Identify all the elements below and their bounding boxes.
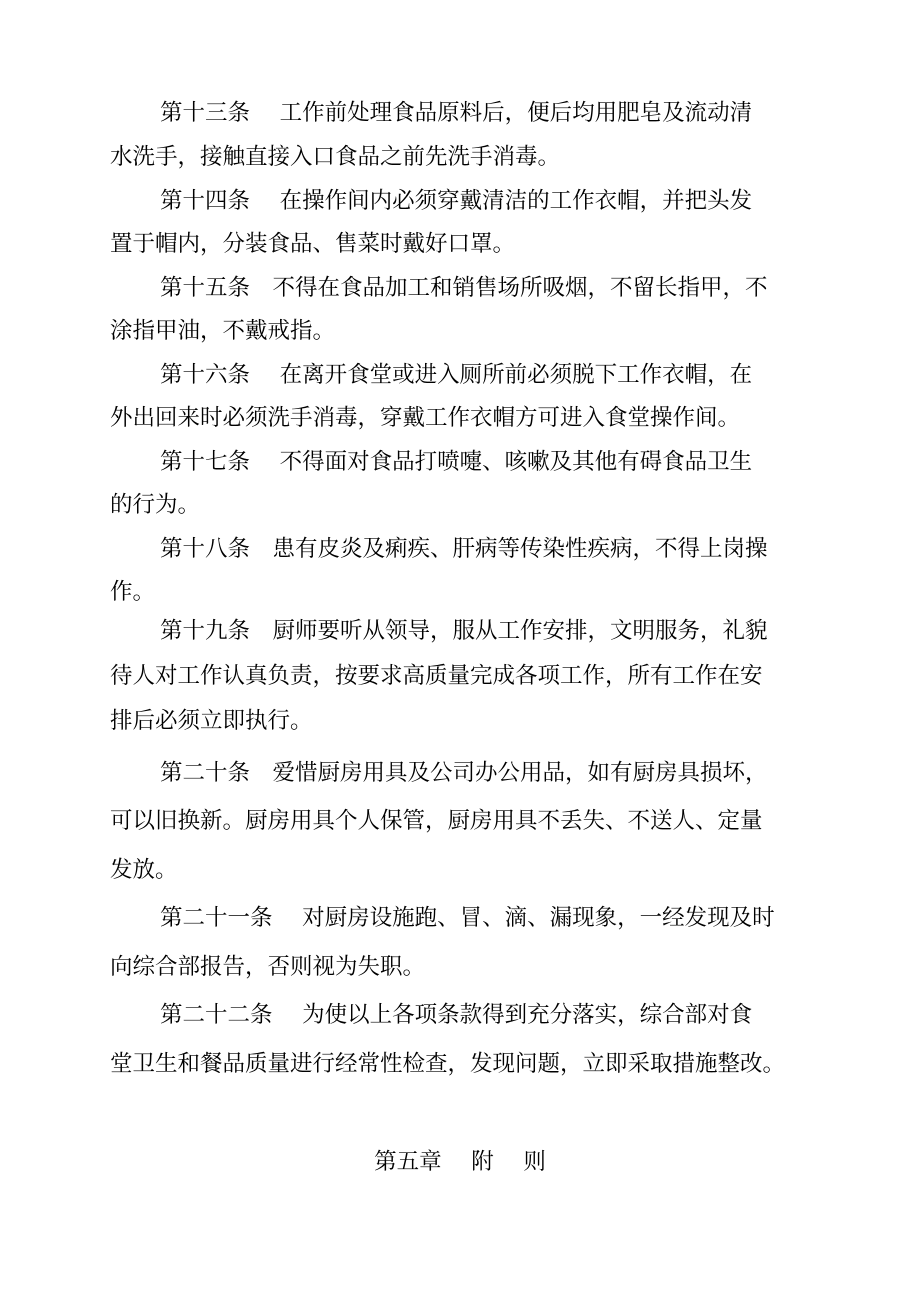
article-19-line-2: 待人对工作认真负责，按要求高质量完成各项工作，所有工作在安 xyxy=(110,663,763,689)
chapter-heading: 第五章 附 则 xyxy=(374,1149,546,1175)
article-17-line-2: 的行为。 xyxy=(110,492,201,518)
article-21-line-2: 向综合部报告，否则视为失职。 xyxy=(110,954,426,980)
article-14-line-2: 置于帽内，分装食品、售菜时戴好口罩。 xyxy=(110,231,516,257)
article-19-line-1: 第十九条 厨师要听从领导，服从工作安排，文明服务，礼貌 xyxy=(160,618,768,644)
article-22-line-2: 堂卫生和餐品质量进行经常性检查，发现问题，立即采取措施整改。 xyxy=(110,1051,786,1077)
article-22-line-1: 第二十二条 为使以上各项条款得到充分落实，综合部对食 xyxy=(160,1002,753,1028)
article-18-line-1: 第十八条 患有皮炎及痢疾、肝病等传染性疾病，不得上岗操 xyxy=(160,536,768,562)
article-16-line-2: 外出回来时必须洗手消毒，穿戴工作衣帽方可进入食堂操作间。 xyxy=(110,405,741,431)
article-18-line-2: 作。 xyxy=(110,579,156,605)
article-20-line-1: 第二十条 爱惜厨房用具及公司办公用品，如有厨房具损坏， xyxy=(160,760,768,786)
article-20-line-2: 可以旧换新。厨房用具个人保管，厨房用具不丢失、不送人、定量 xyxy=(110,808,763,834)
article-13-line-2: 水洗手，接触直接入口食品之前先洗手消毒。 xyxy=(110,144,561,170)
article-19-line-3: 排后必须立即执行。 xyxy=(110,708,313,734)
article-20-line-3: 发放。 xyxy=(110,857,178,883)
article-14-line-1: 第十四条 在操作间内必须穿戴清洁的工作衣帽，并把头发 xyxy=(160,188,753,214)
article-16-line-1: 第十六条 在离开食堂或进入厕所前必须脱下工作衣帽，在 xyxy=(160,362,753,388)
article-13-line-1: 第十三条 工作前处理食品原料后，便后均用肥皂及流动清 xyxy=(160,100,753,126)
article-17-line-1: 第十七条 不得面对食品打喷嚏、咳嗽及其他有碍食品卫生 xyxy=(160,449,753,475)
article-21-line-1: 第二十一条 对厨房设施跑、冒、滴、漏现象，一经发现及时 xyxy=(160,905,775,931)
article-15-line-1: 第十五条 不得在食品加工和销售场所吸烟，不留长指甲，不 xyxy=(160,275,768,301)
article-15-line-2: 涂指甲油，不戴戒指。 xyxy=(110,318,336,344)
